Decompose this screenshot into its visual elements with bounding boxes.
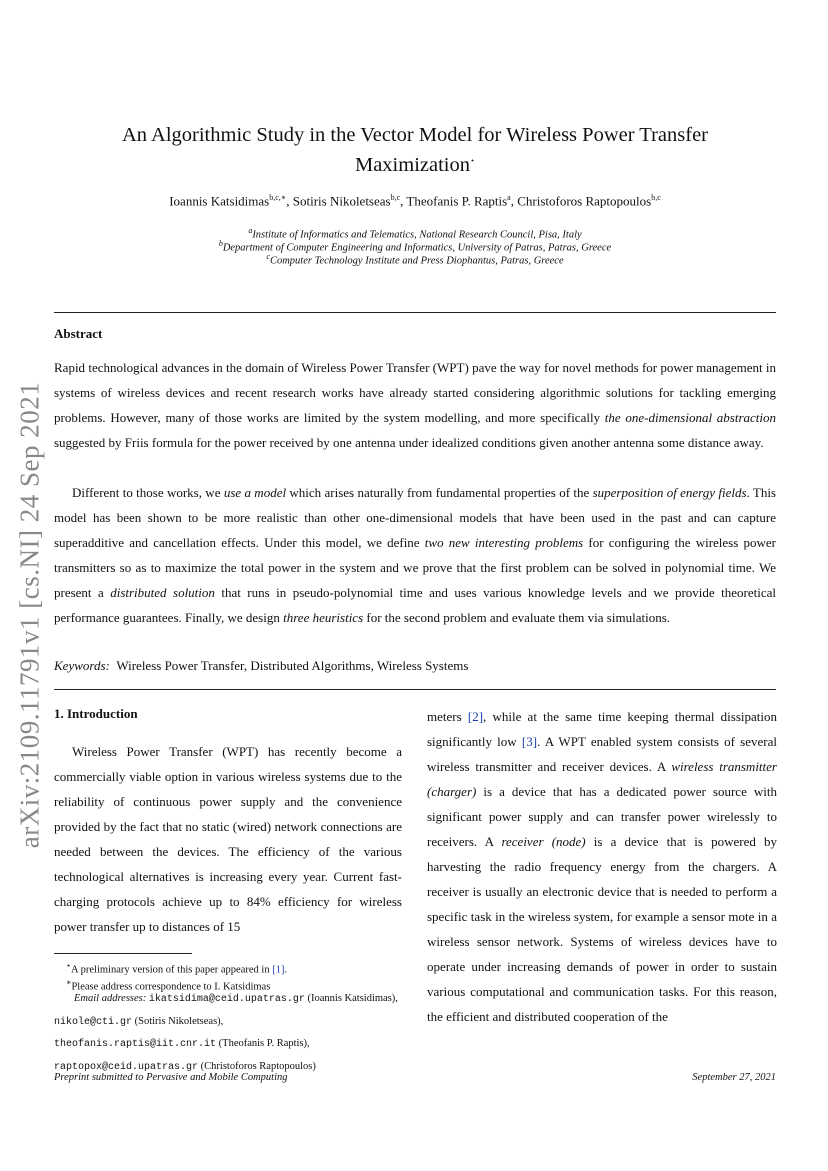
abstract-text: suggested by Friis formula for the power received by one antenna under idealized conditions given another antenna some distance away. — [54, 434, 764, 450]
reference-link-2[interactable]: [2] — [467, 709, 484, 724]
affiliation-mark: b — [218, 239, 223, 248]
footnote-text: A preliminary version of this paper appeared in — [71, 964, 273, 976]
title-footnote-mark: ⋆ — [470, 156, 476, 165]
abstract-text: that runs in pseudo-polynomial time and uses various knowledge levels and we provide theoretical performance guarantees. Finally, we design — [54, 584, 776, 625]
email-address[interactable]: raptopox@ceid.upatras.gr — [54, 1061, 199, 1073]
intro-emphasis: wireless transmitter (charger) — [427, 759, 777, 799]
author-affiliation-mark: a — [507, 193, 511, 202]
abstract-text: . This model has been shown to be more realistic than other one-dimensional models that have been used in the past and can capture superadditive and cancellation effects. Under this model, we define — [54, 485, 776, 550]
footnote-mark: ∗ — [66, 978, 72, 987]
intro-text: meters — [427, 709, 468, 724]
abstract-top-rule — [54, 312, 776, 313]
author-affiliation-mark: b,c,∗ — [269, 193, 287, 202]
email-owner: (Ioannis Katsidimas) — [307, 993, 396, 1004]
arxiv-stamp-text: arXiv:2109.11791v1 [cs.NI] 24 Sep 2021 — [14, 381, 45, 849]
keywords — [54, 658, 468, 674]
author-name: Theofanis P. Raptis — [406, 193, 508, 209]
keywords-label: Keywords: — [54, 658, 110, 673]
footnote-preliminary: ⋆A preliminary version of this paper appeared in [1]. — [66, 961, 288, 976]
abstract-heading: Abstract — [54, 326, 103, 341]
arxiv-stamp — [10, 380, 50, 850]
intro-left-column: Wireless Power Transfer (WPT) has recently become a commercially viable option in various wireless systems due to the reliability of continuous power supply and the convenience provided by the fact that no static (wired) network connections are needed between the devices. The efficiency of the various technological alternatives is increasing every year. Current fast-charging protocols achieve up to 84% efficiency for wireless power transfer up to distances of 15 — [54, 744, 402, 934]
footnote-rule — [54, 953, 192, 954]
reference-link-1[interactable]: [1] — [272, 964, 285, 976]
abstract-text: for the second problem and evaluate them via simulations. — [363, 609, 670, 625]
affiliation-text: Computer Technology Institute and Press Diophantus, Patras, Greece — [269, 255, 564, 267]
reference-link-3[interactable]: [3] — [521, 734, 538, 749]
affiliation-c — [60, 250, 770, 269]
footnote-emails: Email addresses: ikatsidima@ceid.upatras.gr (Ioannis Katsidimas), nikole@cti.gr (Sotiris Nikoletseas), theofanis.raptis@iit.cnr.it (Theofanis P. Raptis), raptopox@ceid.upatras.gr (Christoforos Raptopoulos) — [54, 993, 398, 1073]
affiliation-mark: c — [266, 252, 270, 261]
section-heading-introduction: 1. Introduction — [54, 706, 138, 721]
author-name: Sotiris Nikoletseas — [292, 193, 391, 209]
abstract-text: which arises naturally from fundamental properties of the — [286, 485, 593, 500]
abstract-emphasis: superposition of energy fields — [592, 485, 747, 500]
paper-title — [60, 122, 770, 178]
email-label: Email addresses: — [74, 993, 147, 1004]
title-line-1: An Algorithmic Study in the Vector Model for Wireless Power Transfer — [121, 124, 709, 146]
abstract-emphasis: the one-dimensional abstraction — [604, 409, 776, 425]
abstract-text: Different to those works, we — [72, 485, 224, 500]
abstract-bottom-rule — [54, 689, 776, 690]
footer-date: September 27, 2021 — [692, 1072, 776, 1083]
intro-text: is a device that has a dedicated power source with significant power supply and can transfer power wirelessly to receivers. A — [427, 784, 777, 849]
author-affiliation-mark: b,c — [390, 193, 401, 202]
affiliation-mark: a — [248, 226, 253, 235]
footer-journal: Preprint submitted to Pervasive and Mobile Computing — [54, 1072, 288, 1083]
author-list: Ioannis Katsidimas$^{b,c,∗}$, Sotiris Nikoletseas$^{b,c}$, Theofanis P. Raptis$^a$, Christoforos Raptopoulos$^{b,c}$ — [169, 193, 661, 209]
keywords-list: Wireless Power Transfer, Distributed Algorithms, Wireless Systems — [116, 658, 469, 673]
abstract-paragraph-1 — [54, 356, 776, 456]
intro-text: is a device that is powered by harvesting the radio frequency energy from the chargers. A receiver is usually an electronic device that is needed to perform a specific task in the wireless system, for example a sensor mote in a wireless sensor network. Systems of wireless devices have to operate under increasing demands of power in order to sustain various computational and communication tasks. For this reason, the efficient and distributed cooperation of the — [427, 834, 777, 1024]
intro-emphasis: receiver (node) — [501, 834, 586, 849]
footnote-mark: ⋆ — [66, 961, 72, 970]
abstract-text: for configuring the wireless power transmitters so as to maximize the total power in the system and we prove that the first problem can be solved in polynomial time. We present a — [54, 534, 776, 600]
email-address[interactable]: theofanis.raptis@iit.cnr.it — [54, 1039, 217, 1050]
intro-text: , while at the same time keeping thermal dissipation significantly low — [427, 709, 778, 749]
abstract-emphasis: three heuristics — [283, 609, 364, 625]
author-name: Ioannis Katsidimas — [169, 193, 270, 209]
email-owner: (Sotiris Nikoletseas) — [134, 1015, 221, 1027]
affiliation-text: Department of Computer Engineering and Informatics, University of Patras, Patras, Greece — [222, 242, 612, 254]
email-address[interactable]: nikole@cti.gr — [54, 1016, 133, 1028]
affiliation-text: Institute of Informatics and Telematics, National Research Council, Pisa, Italy — [252, 229, 582, 241]
intro-right-column — [427, 704, 777, 1029]
email-address[interactable]: ikatsidima@ceid.upatras.gr — [148, 994, 305, 1005]
abstract-text: Rapid technological advances in the domain of Wireless Power Transfer (WPT) pave the way for novel methods for power management in systems of wireless devices and recent research works have already started considering algorithmic solutions for tackling emerging problems. However, many of those works are limited by the system modelling, and more specifically — [54, 360, 776, 425]
author-affiliation-mark: b,c — [651, 193, 661, 202]
abstract-emphasis: distributed solution — [110, 584, 215, 600]
author-name: Christoforos Raptopoulos — [517, 193, 652, 209]
abstract-emphasis: use a model — [223, 485, 287, 500]
abstract-emphasis: two new interesting problems — [424, 534, 584, 550]
title-line-2: Maximization — [354, 153, 470, 176]
intro-text: . A WPT enabled system consists of several wireless transmitter and receiver devices. A — [427, 734, 777, 774]
footnote-text: Please address correspondence to I. Katsidimas — [71, 981, 271, 993]
email-owner: (Theofanis P. Raptis) — [218, 1038, 308, 1049]
abstract-paragraph-2 — [54, 481, 776, 630]
email-owner: (Christoforos Raptopoulos) — [200, 1060, 316, 1072]
